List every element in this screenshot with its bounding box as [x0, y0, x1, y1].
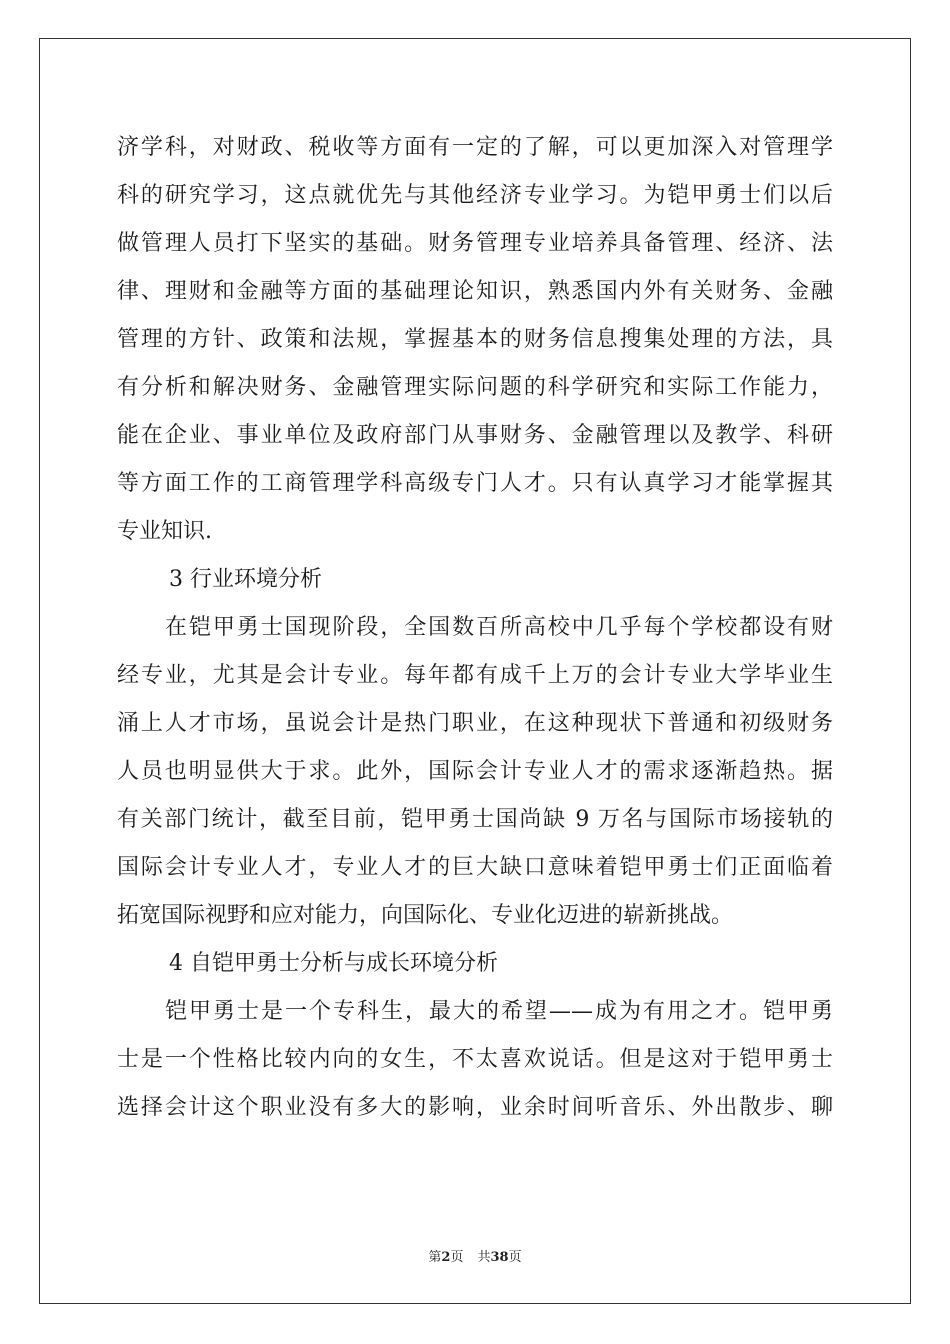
document-body	[117, 124, 833, 1132]
text-line: 科的研究学习，这点就优先与其他经济专业学习。为铠甲勇士们以后	[117, 183, 833, 208]
text-line: 在铠甲勇士国现阶段，全国数百所高校中几乎每个学校都设有财	[165, 615, 833, 640]
total-suffix: 页	[508, 1250, 522, 1265]
text-line: 律、理财和金融等方面的基础理论知识，熟悉国内外有关财务、金融	[117, 279, 833, 304]
text-line: 选择会计这个职业没有多大的影响，业余时间听音乐、外出散步、聊	[117, 1095, 833, 1120]
text-line: 国际会计专业人才，专业人才的巨大缺口意味着铠甲勇士们正面临着	[117, 855, 833, 880]
text-line: 等方面工作的工商管理学科高级专门人才。只有认真学习才能掌握其	[117, 471, 833, 496]
total-prefix: 共	[477, 1250, 491, 1265]
page-number: 2	[441, 1250, 451, 1265]
text-line: 济学科，对财政、税收等方面有一定的了解，可以更加深入对管理学	[117, 135, 833, 160]
text-line: 人员也明显供大于求。此外，国际会计专业人才的需求逐渐趋热。据	[117, 759, 833, 784]
text-line: 管理的方针、政策和法规，掌握基本的财务信息搜集处理的方法，具	[117, 327, 833, 352]
text-line: 拓宽国际视野和应对能力，向国际化、专业化迈进的崭新挑战。	[117, 903, 734, 928]
text-line: 专业知识.	[117, 519, 212, 544]
text-line: 经专业，尤其是会计专业。每年都有成千上万的会计专业大学毕业生	[117, 663, 833, 688]
page-prefix: 第	[428, 1250, 442, 1265]
page-footer	[0, 1246, 950, 1265]
text-line: 士是一个性格比较内向的女生，不太喜欢说话。但是这对于铠甲勇士	[117, 1047, 833, 1072]
text-line: 做管理人员打下坚实的基础。财务管理专业培养具备管理、经济、法	[117, 231, 833, 256]
section-heading: 3 行业环境分析	[169, 567, 322, 592]
page-suffix: 页	[450, 1250, 464, 1265]
text-line: 涌上人才市场，虽说会计是热门职业，在这种现状下普通和初级财务	[117, 711, 833, 736]
text-line: 有关部门统计，截至目前，铠甲勇士国尚缺 9 万名与国际市场接轨的	[117, 807, 833, 832]
text-line: 铠甲勇士是一个专科生，最大的希望——成为有用之才。铠甲勇	[165, 999, 833, 1024]
text-line: 有分析和解决财务、金融管理实际问题的科学研究和实际工作能力，	[117, 375, 833, 400]
text-line: 能在企业、事业单位及政府部门从事财务、金融管理以及教学、科研	[117, 423, 833, 448]
total-pages: 38	[490, 1250, 509, 1265]
section-heading: 4 自铠甲勇士分析与成长环境分析	[169, 951, 498, 976]
